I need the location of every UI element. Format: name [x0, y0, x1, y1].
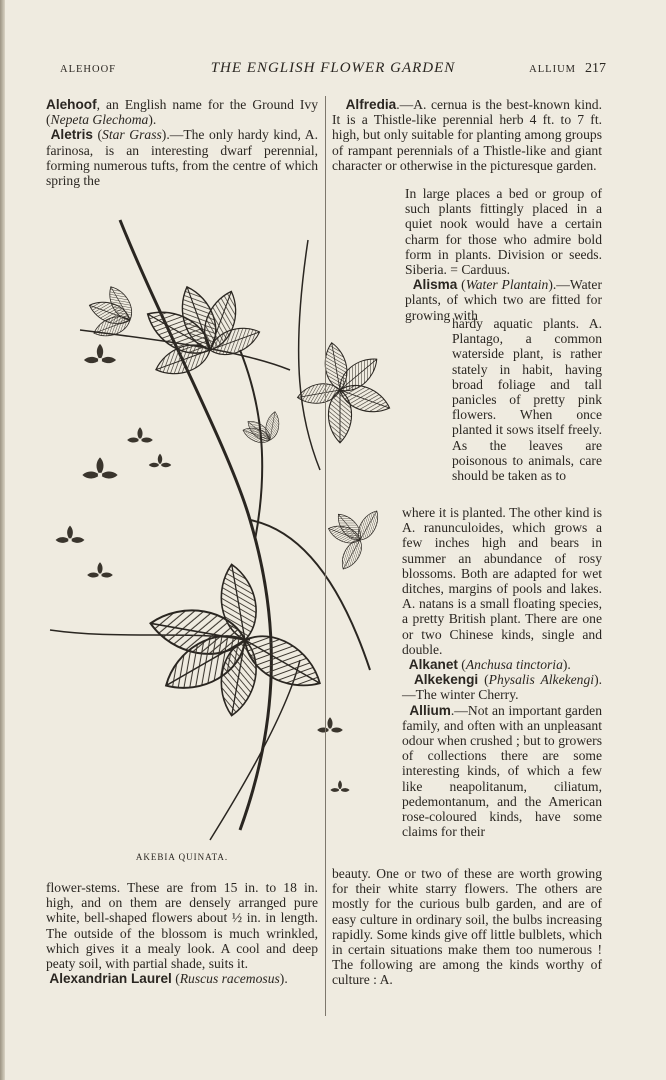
entry-text: ).—The only hardy kind, A. farinosa, is an interesting dwarf perennial, forming numerous tufts, from the centre of which spring the	[46, 127, 318, 189]
entry-aletris	[46, 127, 318, 188]
entry-alkanet	[402, 657, 602, 672]
entry-text: ).	[148, 112, 157, 128]
entry-italic: Anchusa tinctoria	[465, 657, 563, 673]
header-left-word: ALEHOOF	[60, 64, 116, 75]
left-column-top	[46, 97, 318, 188]
entry-alisma-end: where it is planted. The other kind is A. ranunculoides, which grows a few inches high and bears in summer an abundance of rosy blossoms. Both are adapted for wet ditches, margins of pools and lakes. A. natans is a small floating species, a pretty British plant. There are one or two Chinese kinds, single and double.	[402, 505, 602, 657]
headword: Alehoof	[46, 97, 97, 112]
entry-text: , an English name for the Ground Ivy (	[46, 97, 318, 128]
entry-allium	[402, 703, 602, 840]
entry-italic: Nepeta Glechoma	[50, 112, 149, 128]
entry-text: (	[478, 672, 489, 688]
headword: Alkanet	[408, 657, 458, 673]
entry-text: .—Not an important garden family, and often with an unpleasant odour when crushed ; but to growers of collections there are some interesting kinds, of which a few like neapolitanum, ciliatum, pedemontanum, and the American rose-coloured kinds, have some claims for their	[402, 702, 602, 840]
right-column-block-5	[332, 866, 602, 988]
headword: Alkekengi	[413, 672, 479, 688]
entry-alisma-continued: hardy aquatic plants. A. Plantago, a common waterside plant, is rather stately in habit, having broad foliage and tall panicles of pretty pink flowers. When once planted it sows itself freely. As the leaves are poisonous to animals, care should be taken as to	[452, 316, 602, 484]
akebia-quinata-illustration	[40, 200, 400, 850]
page-number: 217	[585, 61, 606, 76]
entry-alkekengi	[402, 672, 602, 702]
column-divider	[325, 96, 326, 1016]
entry-text: (	[457, 277, 466, 293]
entry-italic: Ruscus racemosus	[179, 971, 280, 987]
entry-alfredia	[332, 97, 602, 173]
entry-alfredia-continued: In large places a bed or group of such plants fittingly placed in a quiet nook would have a certain charm for those who admire bold form in plants. Division or seeds. Siberia. = Carduus.	[405, 186, 602, 278]
entry-text: ).—Water plants, of which two are fitted for growing with	[405, 277, 602, 323]
entry-aletris-continued: flower-stems. These are from 15 in. to 18 in. high, and on them are densely arranged pure white, bell-shaped flowers about ½ in. in length. The outside of the blossom is much wrinkled, which gives it a mealy look. A cool and deep peaty soil, with partial shade, suits it.	[46, 880, 318, 972]
running-header	[60, 60, 606, 80]
entry-alehoof	[46, 97, 318, 127]
right-column-block-2	[405, 186, 602, 323]
entry-text: (	[171, 971, 180, 987]
headword: Aletris	[50, 127, 93, 143]
entry-allium-continued: beauty. One or two of these are worth growing for their white starry flowers. The others are mostly for the curious bulb garden, and are of easy culture in ordinary soil, the bulbs increasing rapidly. Some kinds give off little bulblets, which in certain situations make them too numerous ! The following are among the kinds worthy of culture : A.	[332, 866, 602, 988]
headword: Alfredia	[345, 97, 397, 112]
headword: Alisma	[412, 277, 458, 293]
header-right-word: ALLIUM	[529, 64, 576, 75]
entry-text: .—A. cernua is the best-known kind. It is a Thistle-like perennial herb 4 ft. to 7 ft. high, but only suitable for planting among groups of rampant perennials of a Thistle-like and giant character or otherwise in the picturesque garden.	[332, 97, 602, 173]
entry-text: ).	[562, 657, 571, 673]
entry-text: (	[457, 657, 466, 673]
book-spine-edge	[0, 0, 5, 1080]
headword: Allium	[409, 702, 451, 718]
header-title: THE ENGLISH FLOWER GARDEN	[210, 60, 456, 76]
right-column-block-3	[452, 316, 602, 483]
entry-italic: Star Grass	[102, 127, 162, 143]
left-column-bottom	[46, 880, 318, 986]
entry-text: ).	[279, 971, 288, 987]
entry-text: (	[92, 127, 103, 143]
headword: Alexandrian Laurel	[49, 971, 172, 987]
right-column-block-1	[332, 97, 602, 173]
entry-italic: Physalis Alkekengi	[488, 672, 595, 688]
entry-text: ).—The winter Cherry.	[402, 672, 602, 703]
illustration-caption: AKEBIA QUINATA.	[135, 852, 229, 862]
right-column-block-4	[402, 505, 602, 839]
entry-italic: Water Plantain	[465, 277, 549, 293]
entry-alexandrian-laurel	[46, 971, 318, 986]
